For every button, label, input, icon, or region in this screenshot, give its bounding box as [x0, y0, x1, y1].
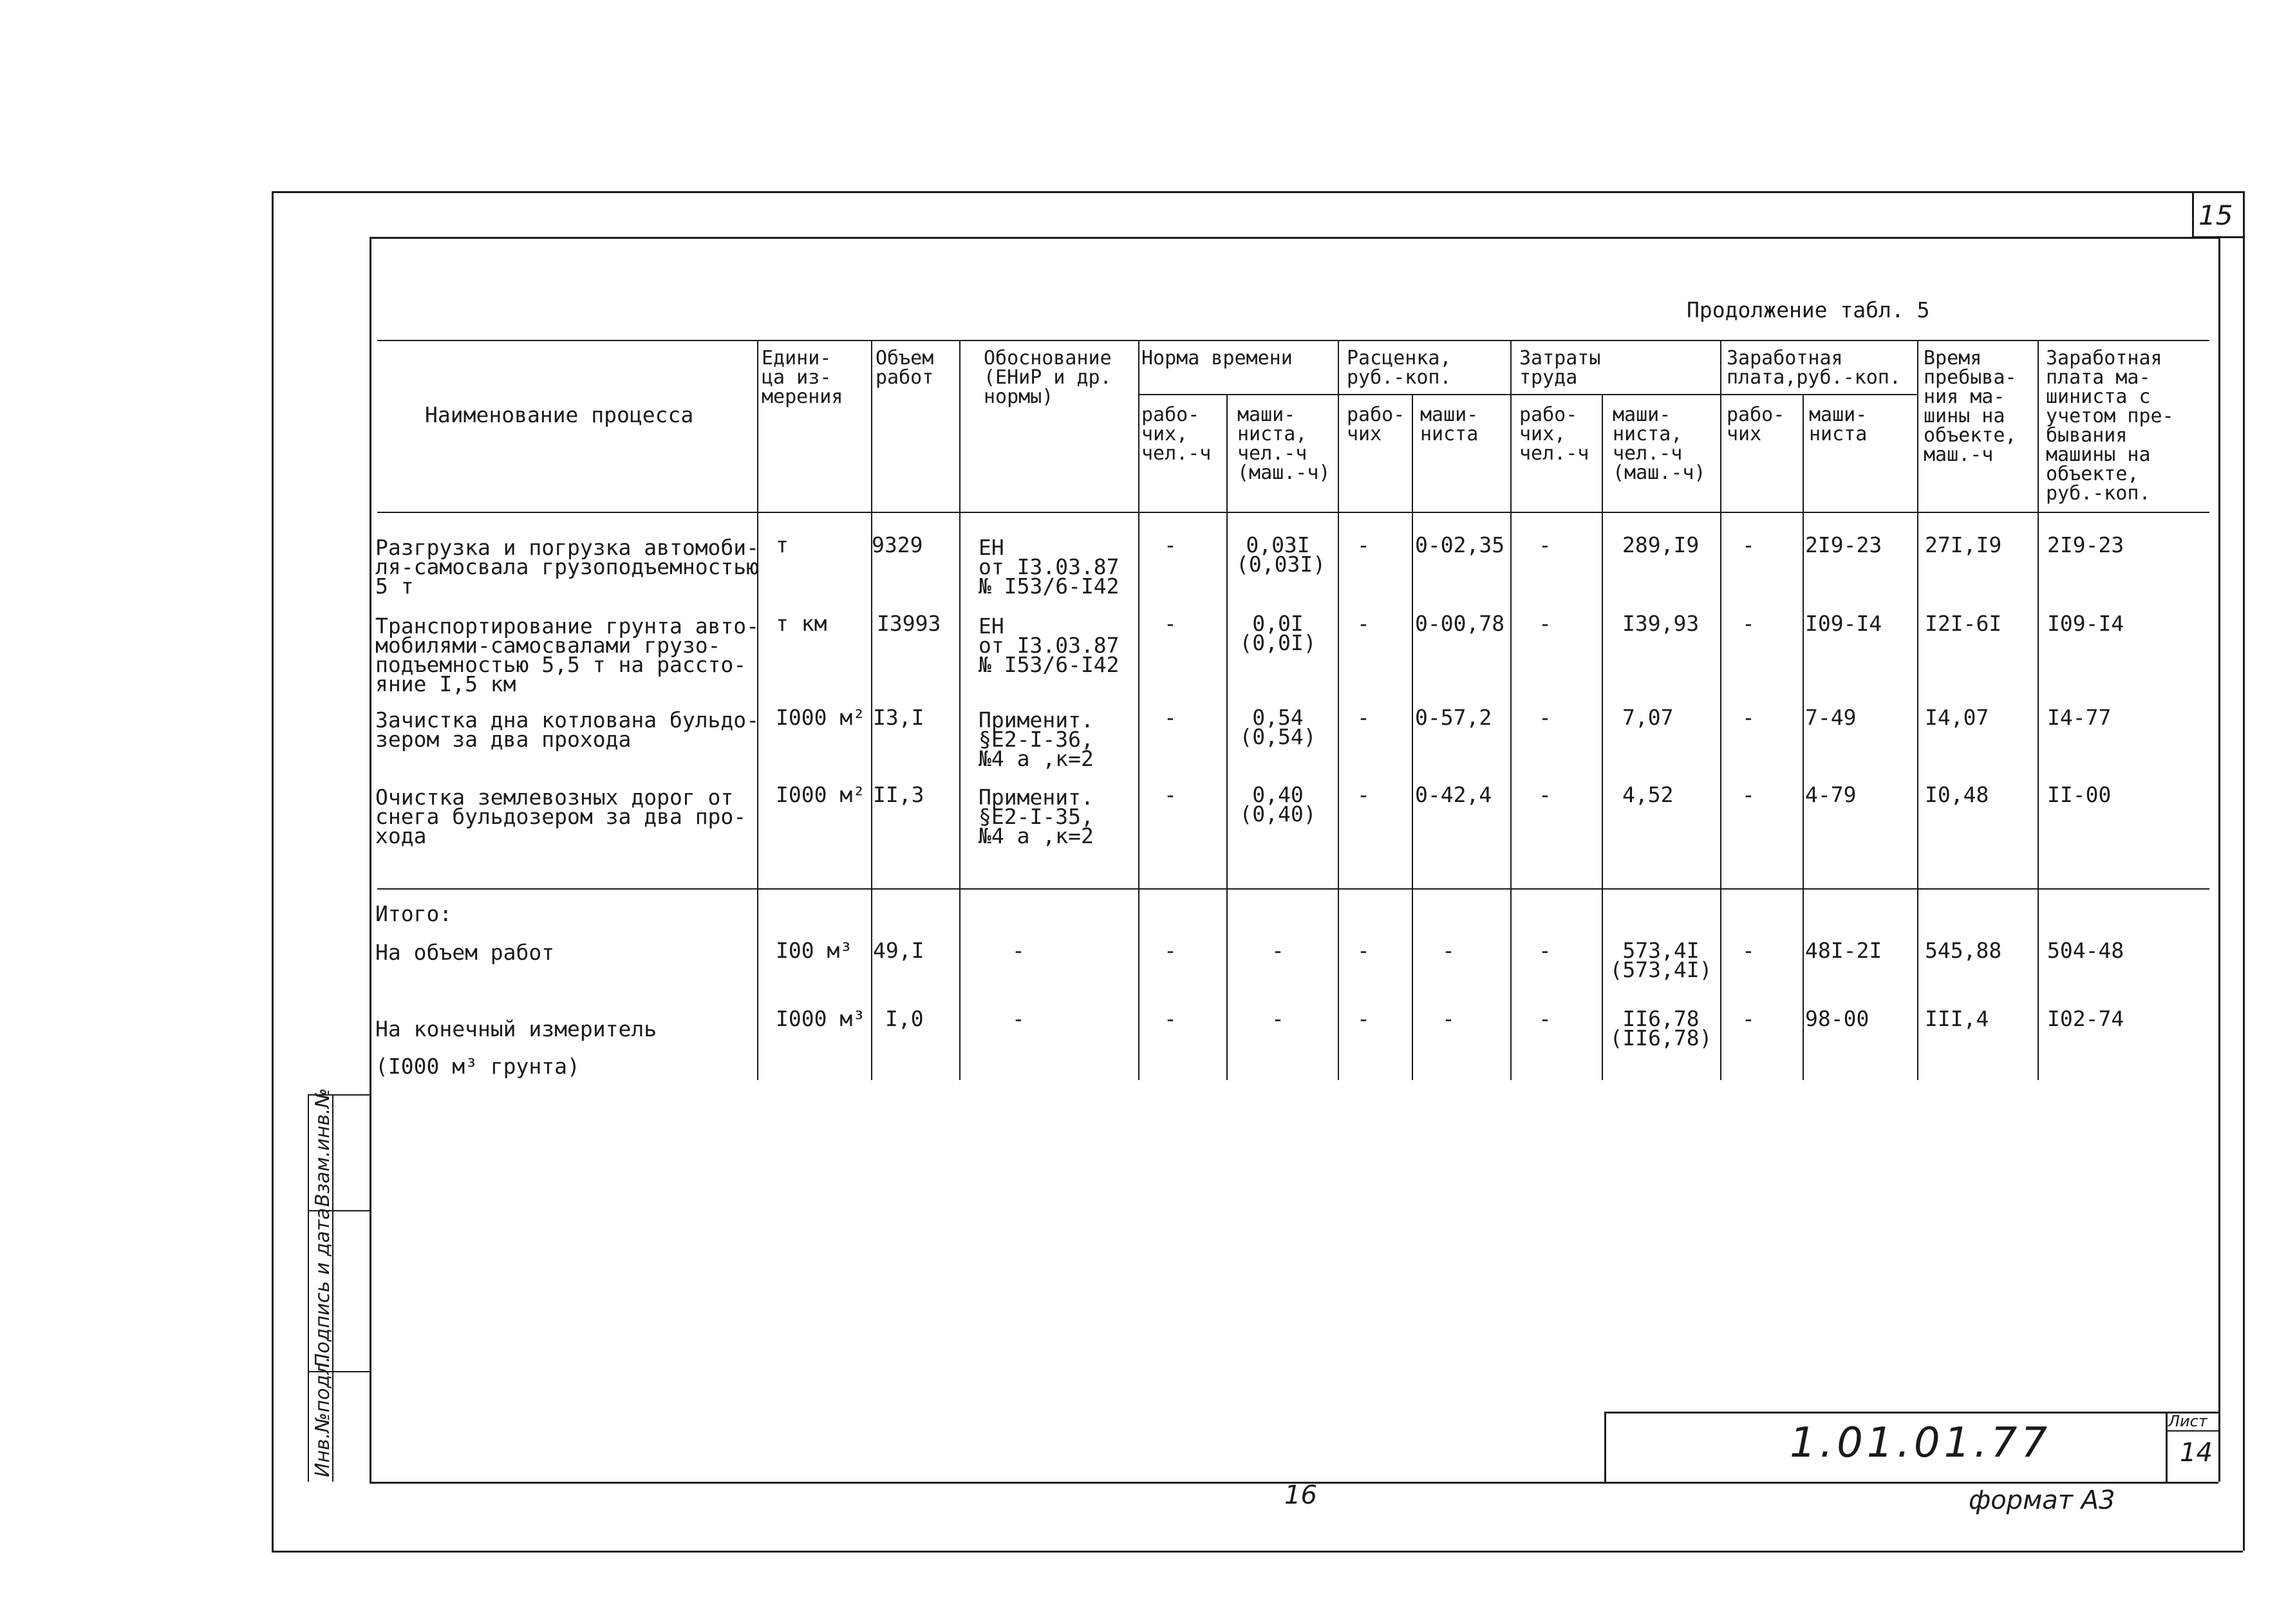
row-2-unit: I000 м²: [776, 705, 866, 730]
row-3-basis: Применит. §Е2-I-35, №4 а ,к=2: [979, 785, 1094, 848]
row-0-labor-work: -: [1539, 532, 1551, 557]
row-0-unit: т: [776, 532, 789, 557]
total-0-wage-work: -: [1742, 938, 1755, 963]
stamp-list-divider: [2166, 1412, 2168, 1482]
sheet-box-left: [2192, 191, 2194, 236]
row-3-wage-mach: 4-79: [1805, 782, 1857, 807]
stamp-list-number: 14: [2180, 1438, 2213, 1468]
total-0-rate-work: -: [1357, 938, 1370, 963]
side-label-inv: Инв.№подл.: [312, 1356, 334, 1477]
row-2-volume: I3,I: [873, 705, 924, 730]
col-line-time: [1917, 340, 1918, 1080]
col-line-norm-split: [1226, 394, 1228, 1080]
total-1-rate-work: -: [1357, 1006, 1370, 1031]
col-line-norm: [1138, 340, 1139, 1080]
row-2-norm-mach: 0,54 (0,54): [1239, 705, 1317, 749]
row-0-norm-work: -: [1164, 532, 1177, 557]
row-1-labor-work: -: [1539, 611, 1551, 636]
row-3-norm-work: -: [1164, 782, 1177, 807]
labor-sub-line: [1510, 394, 1720, 395]
row-2-labor-mach: 7,07: [1622, 705, 1674, 730]
row-0-name: Разгрузка и погрузка автомоби- ля-самосвала грузоподъемностью 5 т: [375, 535, 760, 599]
row-1-rate-mach: 0-00,78: [1415, 611, 1505, 636]
row-1-rate-work: -: [1357, 611, 1370, 636]
total-1-name: На конечный измеритель (I000 м³ грунта): [375, 1016, 657, 1079]
row-3-rate-work: -: [1357, 782, 1370, 807]
total-1-rate-mach: -: [1442, 1006, 1455, 1031]
row-3-norm-mach: 0,40 (0,40): [1239, 782, 1317, 826]
total-0-time: 545,88: [1925, 938, 2002, 963]
total-0-labor-mach: 573,4I (573,4I): [1609, 938, 1712, 982]
row-3-volume: II,3: [873, 782, 924, 807]
outer-frame-right: [2243, 191, 2245, 1551]
row-1-wage-total: I09-I4: [2047, 611, 2124, 636]
wage-sub-line: [1720, 394, 1917, 395]
row-0-basis: ЕН от I3.03.87 № I53/6-I42: [979, 535, 1120, 599]
row-0-norm-mach: 0,03I (0,03I): [1236, 532, 1326, 577]
row-1-basis: ЕН от I3.03.87 № I53/6-I42: [979, 613, 1120, 677]
stamp-top: [1604, 1412, 2218, 1414]
total-0-volume: 49,I: [873, 938, 924, 963]
total-1-wage-mach: 98-00: [1805, 1006, 1869, 1031]
total-1-basis: -: [1012, 1006, 1025, 1031]
header-volume: Объем работ: [876, 347, 934, 389]
row-3-labor-work: -: [1539, 782, 1551, 807]
row-2-wage-mach: 7-49: [1805, 705, 1857, 730]
row-1-wage-work: -: [1742, 611, 1755, 636]
inner-frame-right: [2218, 237, 2220, 1482]
row-2-rate-mach: 0-57,2: [1415, 705, 1492, 730]
row-0-wage-work: -: [1742, 532, 1755, 557]
stamp-list-label: Лист: [2168, 1412, 2207, 1430]
side-label-sign: Подпись и дата: [312, 1208, 334, 1368]
col-line-labor: [1510, 340, 1512, 1080]
header-name: Наименование процесса: [425, 402, 694, 427]
row-0-wage-mach: 2I9-23: [1805, 532, 1882, 557]
header-labor-work: рабо- чих, чел.-ч: [1519, 404, 1589, 465]
side-strip-outer: [308, 1094, 309, 1482]
header-basis: Обоснование (ЕНиР и др. нормы): [984, 347, 1112, 408]
col-line-wagetotal: [2038, 340, 2039, 1080]
side-label-replace: Взам.инв.№: [312, 1088, 334, 1207]
total-0-norm-mach: -: [1271, 938, 1284, 963]
row-3-wage-total: II-00: [2047, 782, 2112, 807]
total-1-wage-work: -: [1742, 1006, 1755, 1031]
header-bottom-line: [377, 512, 2209, 513]
table-caption: Продолжение табл. 5: [1687, 297, 1930, 322]
totals-label: Итого:: [375, 901, 453, 926]
header-rate-work: рабо- чих: [1347, 404, 1405, 445]
body-bottom-line: [377, 888, 2209, 890]
inner-frame-top: [370, 237, 2218, 239]
total-1-wage-total: I02-74: [2047, 1006, 2124, 1031]
norm-sub-line: [1138, 394, 1338, 395]
header-labor: Затраты труда: [1519, 347, 1601, 389]
outer-frame-left: [272, 191, 274, 1551]
header-norm-mach: маши- ниста, чел.-ч (маш.-ч): [1237, 404, 1331, 484]
row-3-unit: I000 м²: [776, 782, 866, 807]
header-unit: Едини- ца из- мерения: [762, 347, 843, 408]
table-top-line: [377, 340, 2209, 341]
total-0-norm-work: -: [1164, 938, 1177, 963]
row-2-labor-work: -: [1539, 705, 1551, 730]
row-2-time: I4,07: [1925, 705, 1989, 730]
row-3-rate-mach: 0-42,4: [1415, 782, 1492, 807]
stamp-doc-code: 1.01.01.77: [1790, 1419, 2052, 1467]
row-1-wage-mach: I09-I4: [1805, 611, 1882, 636]
total-0-basis: -: [1012, 938, 1025, 963]
row-1-name: Транспортирование грунта авто- мобилями-самосвалами грузо- подъемностью 5,5 т на рассто- яние I,5 км: [375, 613, 760, 696]
row-2-wage-work: -: [1742, 705, 1755, 730]
total-1-labor-work: -: [1539, 1006, 1551, 1031]
row-3-time: I0,48: [1925, 782, 1989, 807]
outer-frame-top: [272, 191, 2243, 193]
row-0-wage-total: 2I9-23: [2047, 532, 2124, 557]
row-0-rate-work: -: [1357, 532, 1370, 557]
total-1-time: III,4: [1925, 1006, 1989, 1031]
row-1-volume: I3993: [877, 611, 941, 636]
header-rate-mach: маши- ниста: [1420, 404, 1479, 445]
row-1-unit: т км: [776, 611, 827, 636]
total-0-unit: I00 м³: [776, 938, 853, 963]
col-line-rate: [1338, 340, 1339, 1080]
row-2-wage-total: I4-77: [2047, 705, 2112, 730]
row-1-time: I2I-6I: [1925, 611, 2002, 636]
header-norm: Норма времени: [1141, 347, 1293, 369]
row-2-basis: Применит. §Е2-I-36, №4 а ,к=2: [979, 707, 1094, 771]
inner-frame-left: [370, 237, 371, 1482]
total-1-volume: I,0: [885, 1006, 924, 1031]
col-line-rate-split: [1412, 394, 1413, 1080]
format-label: формат А3: [1969, 1486, 2115, 1515]
total-0-wage-total: 504-48: [2047, 938, 2124, 963]
header-labor-mach: маши- ниста, чел.-ч (маш.-ч): [1613, 404, 1706, 484]
sheet-number: 15: [2198, 200, 2233, 231]
row-2-rate-work: -: [1357, 705, 1370, 730]
stamp-list-split: [2166, 1430, 2218, 1432]
col-line-labor-split: [1602, 394, 1603, 1080]
stamp-left: [1604, 1412, 1606, 1482]
header-norm-work: рабо- чих, чел.-ч: [1141, 404, 1212, 465]
row-1-norm-mach: 0,0I (0,0I): [1239, 611, 1317, 655]
header-wage-mach: маши- ниста: [1809, 404, 1868, 445]
header-rate: Расценка, руб.-коп.: [1347, 347, 1452, 389]
total-0-name: На объем работ: [375, 940, 555, 965]
row-0-time: 27I,I9: [1925, 532, 2002, 557]
row-2-name: Зачистка дна котлована бульдо- зером за два прохода: [375, 707, 760, 752]
col-line-wage-split: [1803, 394, 1804, 1080]
header-wage-total: Заработная плата ма- шиниста с учетом пре- бывания машины на объекте, руб.-коп.: [2046, 347, 2174, 505]
row-2-norm-work: -: [1164, 705, 1177, 730]
page-number: 16: [1284, 1480, 1317, 1510]
row-3-name: Очистка землевозных дорог от снега бульдозером за два про- хода: [375, 785, 747, 848]
row-0-volume: 9329: [872, 532, 923, 557]
rate-sub-line: [1338, 394, 1510, 395]
outer-frame-bottom: [272, 1551, 2243, 1553]
total-1-norm-mach: -: [1271, 1006, 1284, 1031]
col-line-basis: [959, 340, 960, 1080]
row-3-wage-work: -: [1742, 782, 1755, 807]
total-0-wage-mach: 48I-2I: [1805, 938, 1882, 963]
row-0-rate-mach: 0-02,35: [1415, 532, 1505, 557]
header-time: Время пребыва- ния ма- шины на объекте, маш.-ч: [1924, 347, 2017, 466]
total-1-unit: I000 м³: [776, 1006, 866, 1031]
total-1-labor-mach: II6,78 (II6,78): [1609, 1006, 1712, 1050]
header-wage-work: рабо- чих: [1727, 404, 1785, 445]
col-line-volume: [871, 340, 872, 1080]
row-3-labor-mach: 4,52: [1622, 782, 1674, 807]
total-1-norm-work: -: [1164, 1006, 1177, 1031]
row-1-labor-mach: I39,93: [1622, 611, 1700, 636]
row-0-labor-mach: 289,I9: [1622, 532, 1700, 557]
header-wage: Заработная плата,руб.-коп.: [1727, 347, 1901, 389]
total-0-labor-work: -: [1539, 938, 1551, 963]
total-0-rate-mach: -: [1442, 938, 1455, 963]
col-line-wage: [1720, 340, 1721, 1080]
row-1-norm-work: -: [1164, 611, 1177, 636]
